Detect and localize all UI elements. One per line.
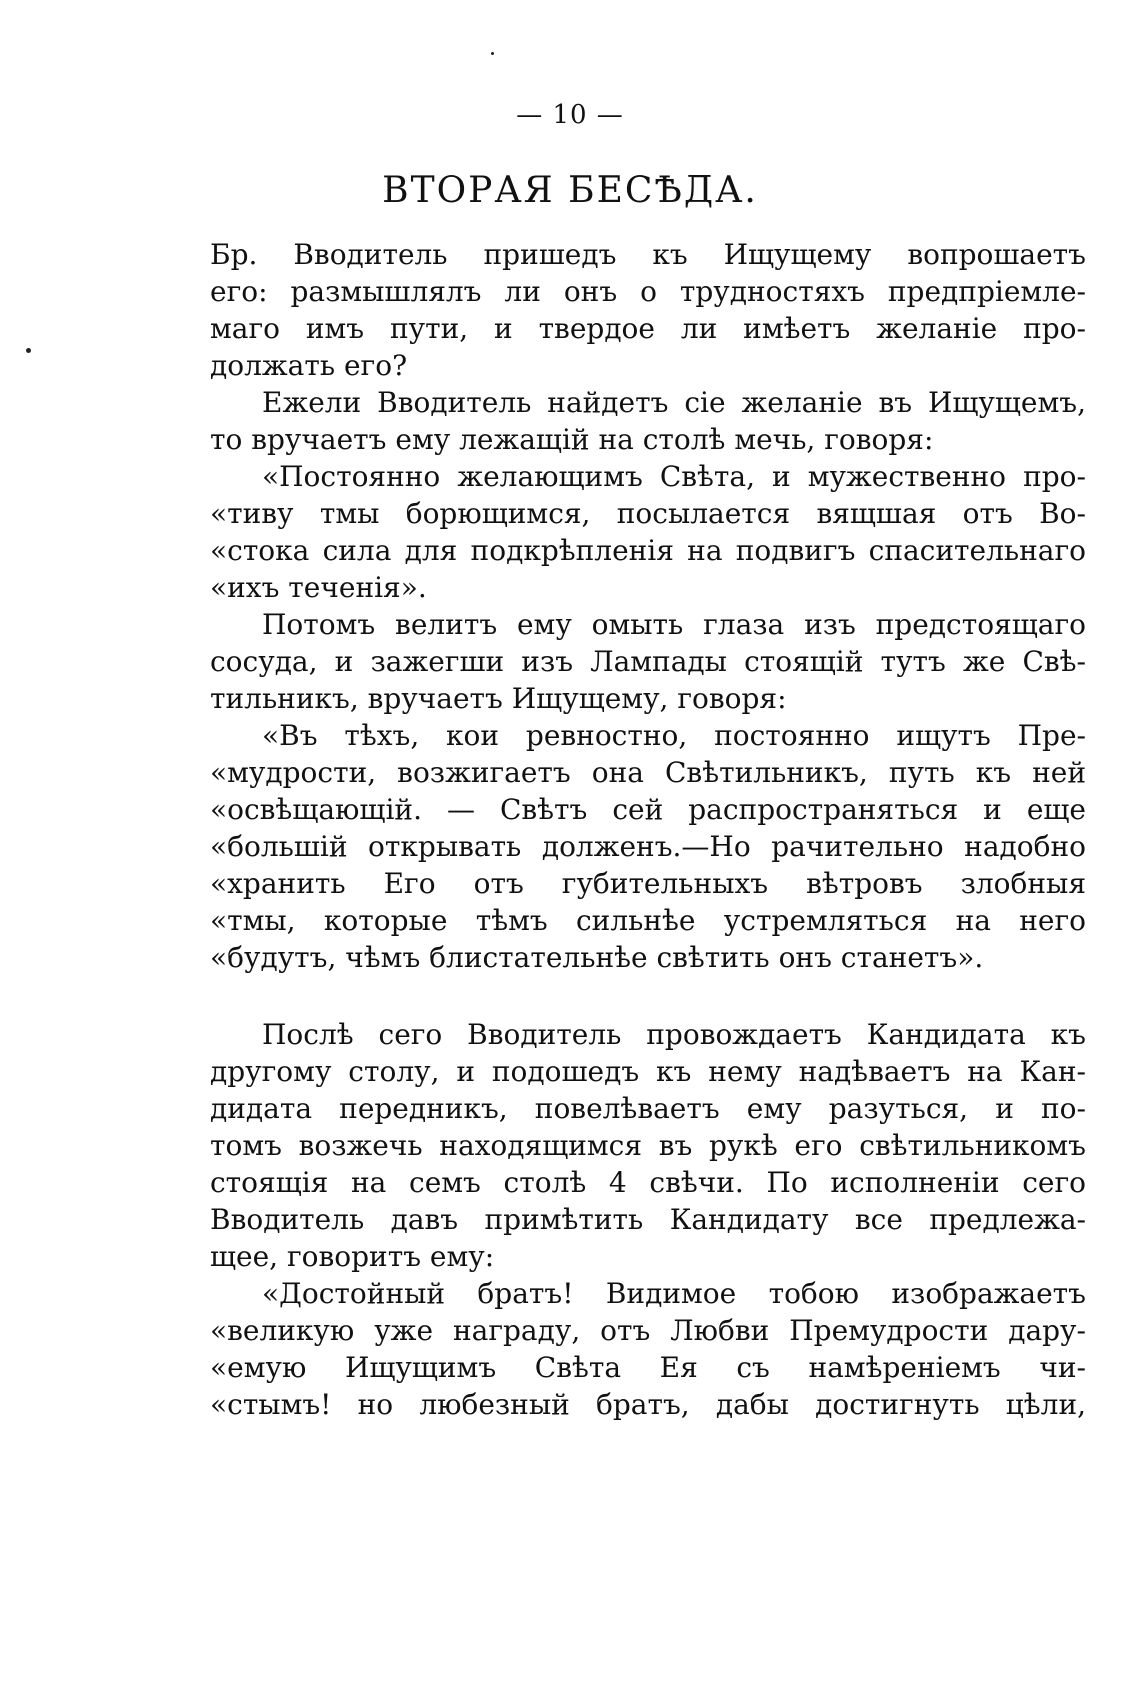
text-line: «великую уже награду, отъ Любви Премудрости дару- — [210, 1314, 1086, 1347]
text-line: «большій открывать долженъ.—Но рачительно надобно — [210, 830, 1086, 863]
text-line: то вручаетъ ему лежащій на столѣ мечь, говоря: — [210, 423, 934, 456]
text-line: «емую Ищущимъ Свѣта Ея съ намѣреніемъ чи- — [210, 1351, 1086, 1384]
margin-mark — [26, 348, 31, 353]
text-line: стоящія на семъ столѣ 4 свѣчи. По исполненіи сего — [210, 1166, 1086, 1199]
text-line: томъ возжечь находящимся въ рукѣ его свѣтильникомъ — [210, 1129, 1086, 1162]
paragraph-gap — [210, 976, 1086, 1016]
chapter-heading: ВТОРАЯ БЕСѢДА. — [382, 170, 758, 211]
text-line: его: размышлялъ ли онъ о трудностяхъ предпріемле- — [210, 275, 1086, 308]
text-line: должать его? — [210, 349, 408, 382]
text-line: «Въ тѣхъ, кои ревностно, постоянно ищутъ Пре- — [262, 719, 1086, 752]
text-line: «Достойный братъ! Видимое тобою изображаетъ — [262, 1277, 1086, 1310]
text-line: «тмы, которые тѣмъ сильнѣе устремляться на него — [210, 904, 1086, 937]
text-line: щее, говоритъ ему: — [210, 1240, 495, 1273]
text-line: «будутъ, чѣмъ блистательнѣе свѣтить онъ станетъ». — [210, 941, 984, 974]
text-line: тильникъ, вручаетъ Ищущему, говоря: — [210, 682, 787, 715]
text-line: «хранить Его отъ губительныхъ вѣтровъ злобныя — [210, 867, 1086, 900]
text-line: «тиву тмы борющимся, посылается вящшая отъ Во- — [210, 497, 1086, 530]
ink-speck — [491, 52, 494, 55]
text-line: Послѣ сего Вводитель провождаетъ Кандидата къ — [262, 1018, 1086, 1051]
text-line: «мудрости, возжигаетъ она Свѣтильникъ, путь къ ней — [210, 756, 1086, 789]
text-line: маго имъ пути, и твердое ли имѣетъ желаніе про- — [210, 312, 1086, 345]
text-line: «Постоянно желающимъ Свѣта, и мужественно про- — [262, 460, 1086, 493]
text-line: «ихъ теченія». — [210, 571, 427, 604]
text-line: Вводитель давъ примѣтить Кандидату все предлежа- — [210, 1203, 1086, 1236]
body-text — [210, 236, 1086, 1423]
text-line: Ежели Вводитель найдетъ сіе желаніе въ Ищущемъ, — [262, 386, 1086, 419]
text-line: «освѣщающій. — Свѣтъ сей распространяться и еще — [210, 793, 1086, 826]
text-line: сосуда, и зажегши изъ Лампады стоящій тутъ же Свѣ- — [210, 645, 1086, 678]
text-line: другому столу, и подошедъ къ нему надѣваетъ на Кан- — [210, 1055, 1086, 1088]
text-line: Потомъ велитъ ему омыть глаза изъ предстоящаго — [262, 608, 1086, 641]
text-line: «стока сила для подкрѣпленія на подвигъ спасительнаго — [210, 534, 1086, 567]
text-line: «стымъ! но любезный братъ, дабы достигнуть цѣли, — [210, 1388, 1086, 1421]
text-line: дидата передникъ, повелѣваетъ ему разуться, и по- — [210, 1092, 1086, 1125]
page-number: — 10 — — [516, 100, 624, 130]
text-line: Бр. Вводитель пришедъ къ Ищущему вопрошаетъ — [210, 238, 1086, 271]
